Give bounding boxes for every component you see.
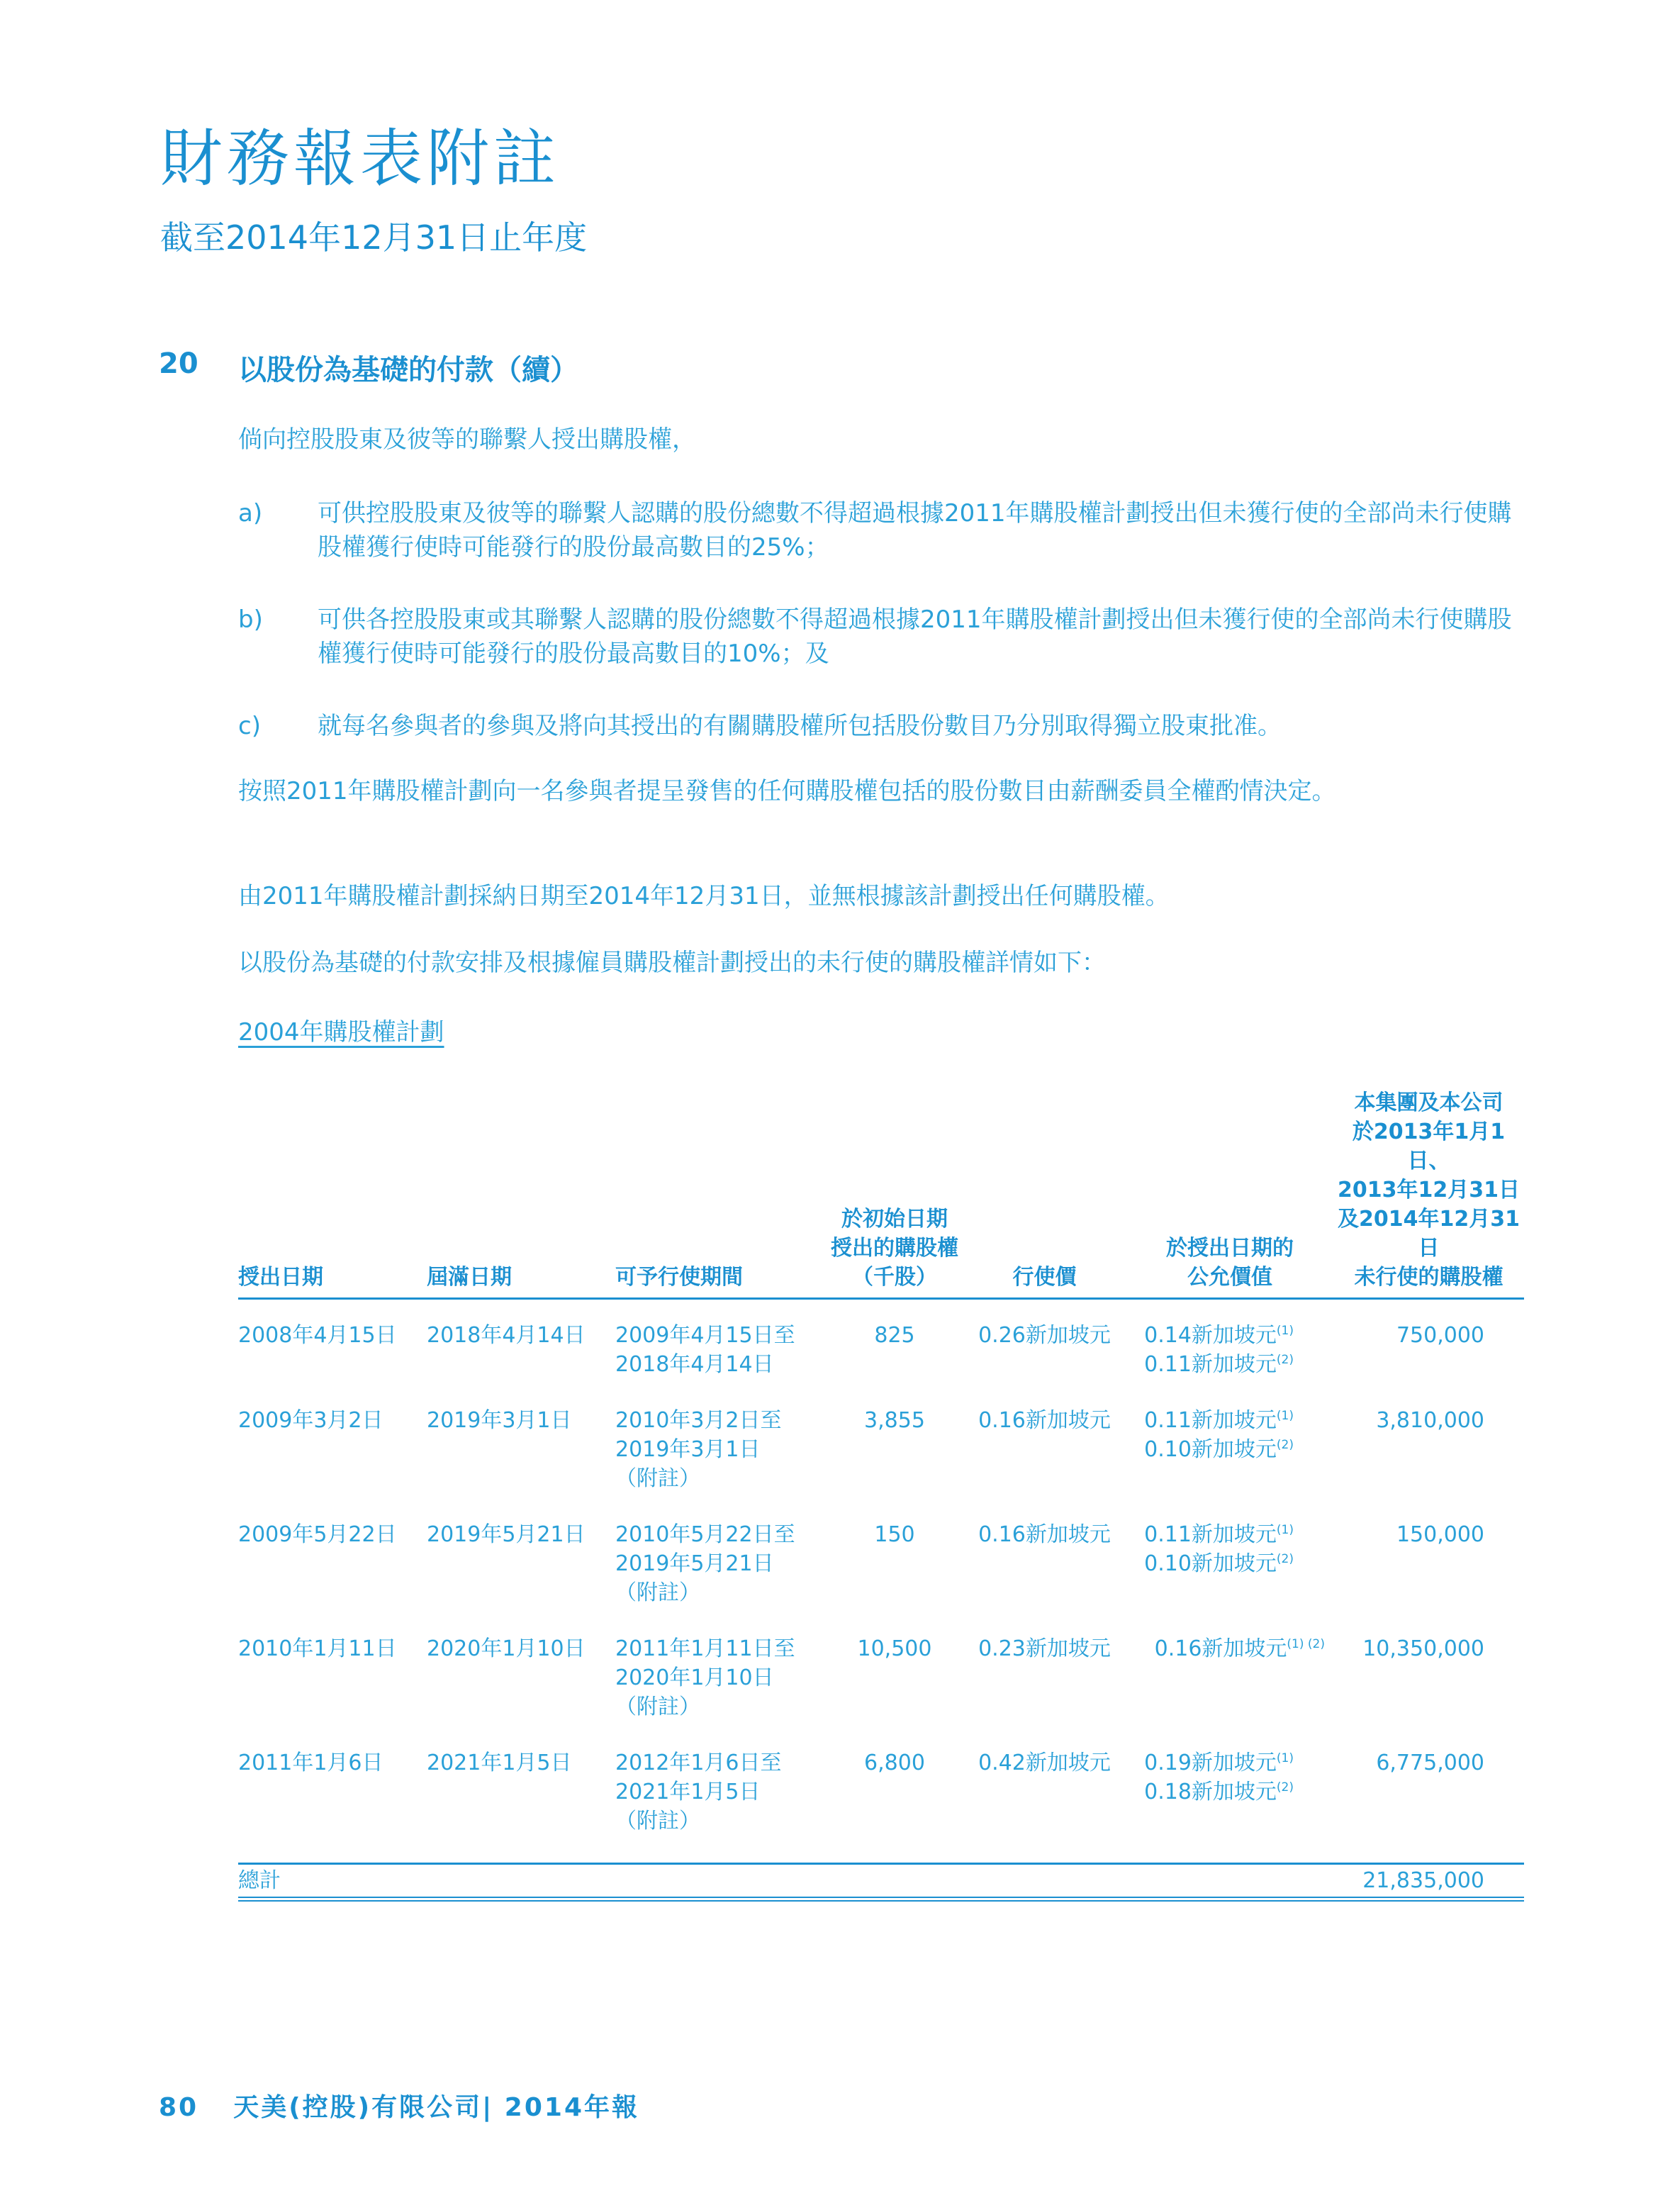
grant-date: 2011年1月6日 [238,1751,383,1775]
outstanding-options: 750,000 [1396,1323,1484,1348]
expiry-date: 2019年5月21日 [427,1522,586,1547]
expiry-date: 2018年4月14日 [427,1323,586,1348]
header-grant-date: 授出日期 [238,1088,427,1299]
table-total-row [238,1864,1524,1899]
fair-value: 0.19新加坡元$^{(1)}$ 0.18新加坡元$^{(2)}$ [1144,1751,1294,1804]
page-subtitle: 截至2014年12月31日止年度 [160,218,588,257]
outstanding-options: 150,000 [1396,1522,1484,1547]
expiry-date: 2021年1月5日 [427,1751,572,1775]
header-outstanding: 本集團及本公司 於2013年1月1日、 2013年12月31日 及2014年12月31日 未行使的購股權 [1333,1088,1524,1299]
table-row [238,1634,1524,1748]
expiry-date: 2020年1月10日 [427,1636,586,1661]
options-granted: 150 [874,1522,915,1547]
table-row [238,1520,1524,1634]
outstanding-options: 6,775,000 [1376,1751,1484,1775]
item-text-c: 就每名參與者的參與及將向其授出的有關購股權所包括股份數目乃分別取得獨立股東批准。 [318,712,1282,740]
exercise-period: 2010年5月22日至 2019年5月21日 （附註） [615,1522,795,1605]
options-granted: 10,500 [857,1636,932,1661]
header-exercise-period: 可予行使期間 [615,1088,821,1299]
expiry-date: 2019年3月1日 [427,1408,572,1433]
options-table [238,1088,1524,1902]
item-label-c: c) [238,712,261,740]
exercise-period: 2009年4月15日至 2018年4月14日 [615,1323,795,1377]
header-expiry-date: 屆滿日期 [427,1088,615,1299]
options-granted: 6,800 [864,1751,925,1775]
outstanding-options: 3,810,000 [1376,1408,1484,1433]
exercise-period: 2012年1月6日至 2021年1月5日 （附註） [615,1751,782,1833]
fair-value: 0.16新加坡元$^{(1) (2)}$ [1154,1636,1325,1661]
item-text-a: 可供控股股東及彼等的聯繫人認購的股份總數不得超過根據2011年購股權計劃授出但未獲行使的全部尚未行使購股權獲行使時可能發行的股份最高數目的25%； [318,499,1512,562]
paragraph-no-grants: 由2011年購股權計劃採納日期至2014年12月31日，並無根據該計劃授出任何購股權。 [238,882,1170,910]
exercise-period: 2011年1月11日至 2020年1月10日 （附註） [615,1636,795,1719]
fair-value: 0.11新加坡元$^{(1)}$ 0.10新加坡元$^{(2)}$ [1144,1522,1294,1576]
grant-date: 2009年3月2日 [238,1408,383,1433]
item-text-b: 可供各控股股東或其聯繫人認購的股份總數不得超過根據2011年購股權計劃授出但未獲行使的全部尚未行使購股權獲行使時可能發行的股份最高數目的10%；及 [318,605,1512,668]
header-options-granted: 於初始日期 授出的購股權 （千股） [821,1088,968,1299]
section-number: 20 [159,347,198,380]
header-fair-value: 於授出日期的 公允價值 [1121,1088,1333,1299]
total-label: 總計 [238,1864,1333,1899]
fair-value: 0.14新加坡元$^{(1)}$ 0.11新加坡元$^{(2)}$ [1144,1323,1294,1377]
exercise-price: 0.16新加坡元 [978,1408,1111,1433]
grant-date: 2009年5月22日 [238,1522,397,1547]
item-label-b: b) [238,605,263,634]
footer-text: 天美(控股)有限公司| 2014年報 [233,2093,639,2122]
page-number: 80 [159,2093,199,2122]
outstanding-options: 10,350,000 [1362,1636,1484,1661]
plan-title: 2004年購股權計劃 [238,1018,444,1046]
table-row [238,1748,1524,1864]
intro-paragraph: 倘向控股股東及彼等的聯繫人授出購股權， [238,425,696,454]
exercise-price: 0.23新加坡元 [978,1636,1111,1661]
exercise-price: 0.42新加坡元 [978,1751,1111,1775]
page-footer [159,2087,639,2123]
table-row [238,1299,1524,1407]
exercise-period: 2010年3月2日至 2019年3月1日 （附註） [615,1408,782,1491]
section-title: 以股份為基礎的付款（續） [238,354,578,386]
exercise-price: 0.26新加坡元 [978,1323,1111,1348]
options-granted: 3,855 [864,1408,925,1433]
item-label-a: a) [238,499,263,528]
paragraph-details-intro: 以股份為基礎的付款安排及根據僱員購股權計劃授出的未行使的購股權詳情如下： [238,949,1106,977]
table-header-row [238,1088,1524,1299]
paragraph-discretion: 按照2011年購股權計劃向一名參與者提呈發售的任何購股權包括的股份數目由薪酬委員全權酌情決定。 [238,777,1336,805]
header-exercise-price: 行使價 [968,1088,1121,1299]
page-title: 財務報表附註 [160,122,561,195]
exercise-price: 0.16新加坡元 [978,1522,1111,1547]
grant-date: 2008年4月15日 [238,1323,397,1348]
table-row [238,1406,1524,1520]
fair-value: 0.11新加坡元$^{(1)}$ 0.10新加坡元$^{(2)}$ [1144,1408,1294,1462]
grant-date: 2010年1月11日 [238,1636,397,1661]
options-granted: 825 [874,1323,915,1348]
total-value: 21,835,000 [1333,1864,1524,1899]
